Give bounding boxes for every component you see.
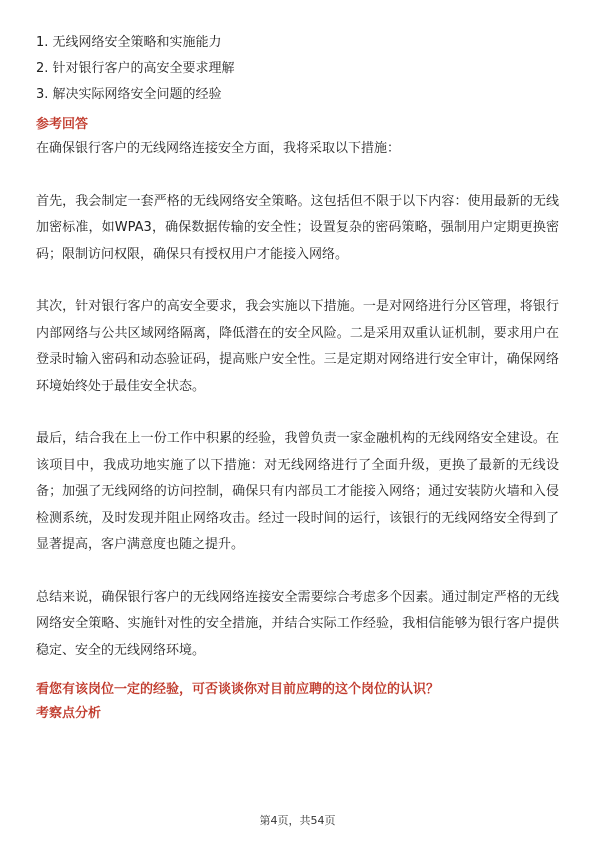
paragraph-first: 首先，我会制定一套严格的无线网络安全策略。这包括但不限于以下内容：使用最新的无线加密标准，如WPA3，确保数据传输的安全性；设置复杂的密码策略，强制用户定期更换密码；限制访问权限，确保只有授权用户才能接入网络。 [36, 193, 559, 262]
list-item-3: 3. 解决实际网络安全问题的经验 [36, 87, 222, 102]
spacer [36, 268, 559, 294]
list-item-2: 2. 针对银行客户的高安全要求理解 [36, 61, 235, 76]
document-page [36, 30, 559, 726]
analysis-heading: 考察点分析 [36, 706, 102, 721]
reference-answer-heading: 参考回答 [36, 117, 89, 132]
paragraph-summary: 总结来说，确保银行客户的无线网络连接安全需要综合考虑多个因素。通过制定严格的无线网络安全策略、实施针对性的安全措施，并结合实际工作经验，我相信能够为银行客户提供稳定、安全的无线网络环境。 [36, 589, 559, 658]
spacer [36, 400, 559, 426]
page-number: 第4页，共54页 [259, 814, 336, 827]
list-item-1: 1. 无线网络安全策略和实施能力 [36, 35, 222, 50]
paragraph-third: 最后，结合我在上一份工作中积累的经验，我曾负责一家金融机构的无线网络安全建设。在该项目中，我成功地实施了以下措施：对无线网络进行了全面升级，更换了最新的无线设备；加强了无线网络的访问控制，确保只有内部员工才能接入网络；通过安装防火墙和入侵检测系统，及时发现并阻止网络攻击。经过一段时间的运行，该银行的无线网络安全得到了显著提高，客户满意度也随之提升。 [36, 431, 559, 552]
spacer [36, 163, 559, 189]
spacer [36, 559, 559, 585]
paragraph-second: 其次，针对银行客户的高安全要求，我会实施以下措施。一是对网络进行分区管理，将银行内部网络与公共区域网络隔离，降低潜在的安全风险。二是采用双重认证机制，要求用户在登录时输入密码和动态验证码，提高账户安全性。三是定期对网络进行安全审计，确保网络环境始终处于最佳安全状态。 [36, 299, 559, 394]
interview-question: 看您有该岗位一定的经验，可否谈谈你对目前应聘的这个岗位的认识？ [36, 682, 440, 697]
intro-paragraph: 在确保银行客户的无线网络连接安全方面，我将采取以下措施： [36, 141, 401, 156]
